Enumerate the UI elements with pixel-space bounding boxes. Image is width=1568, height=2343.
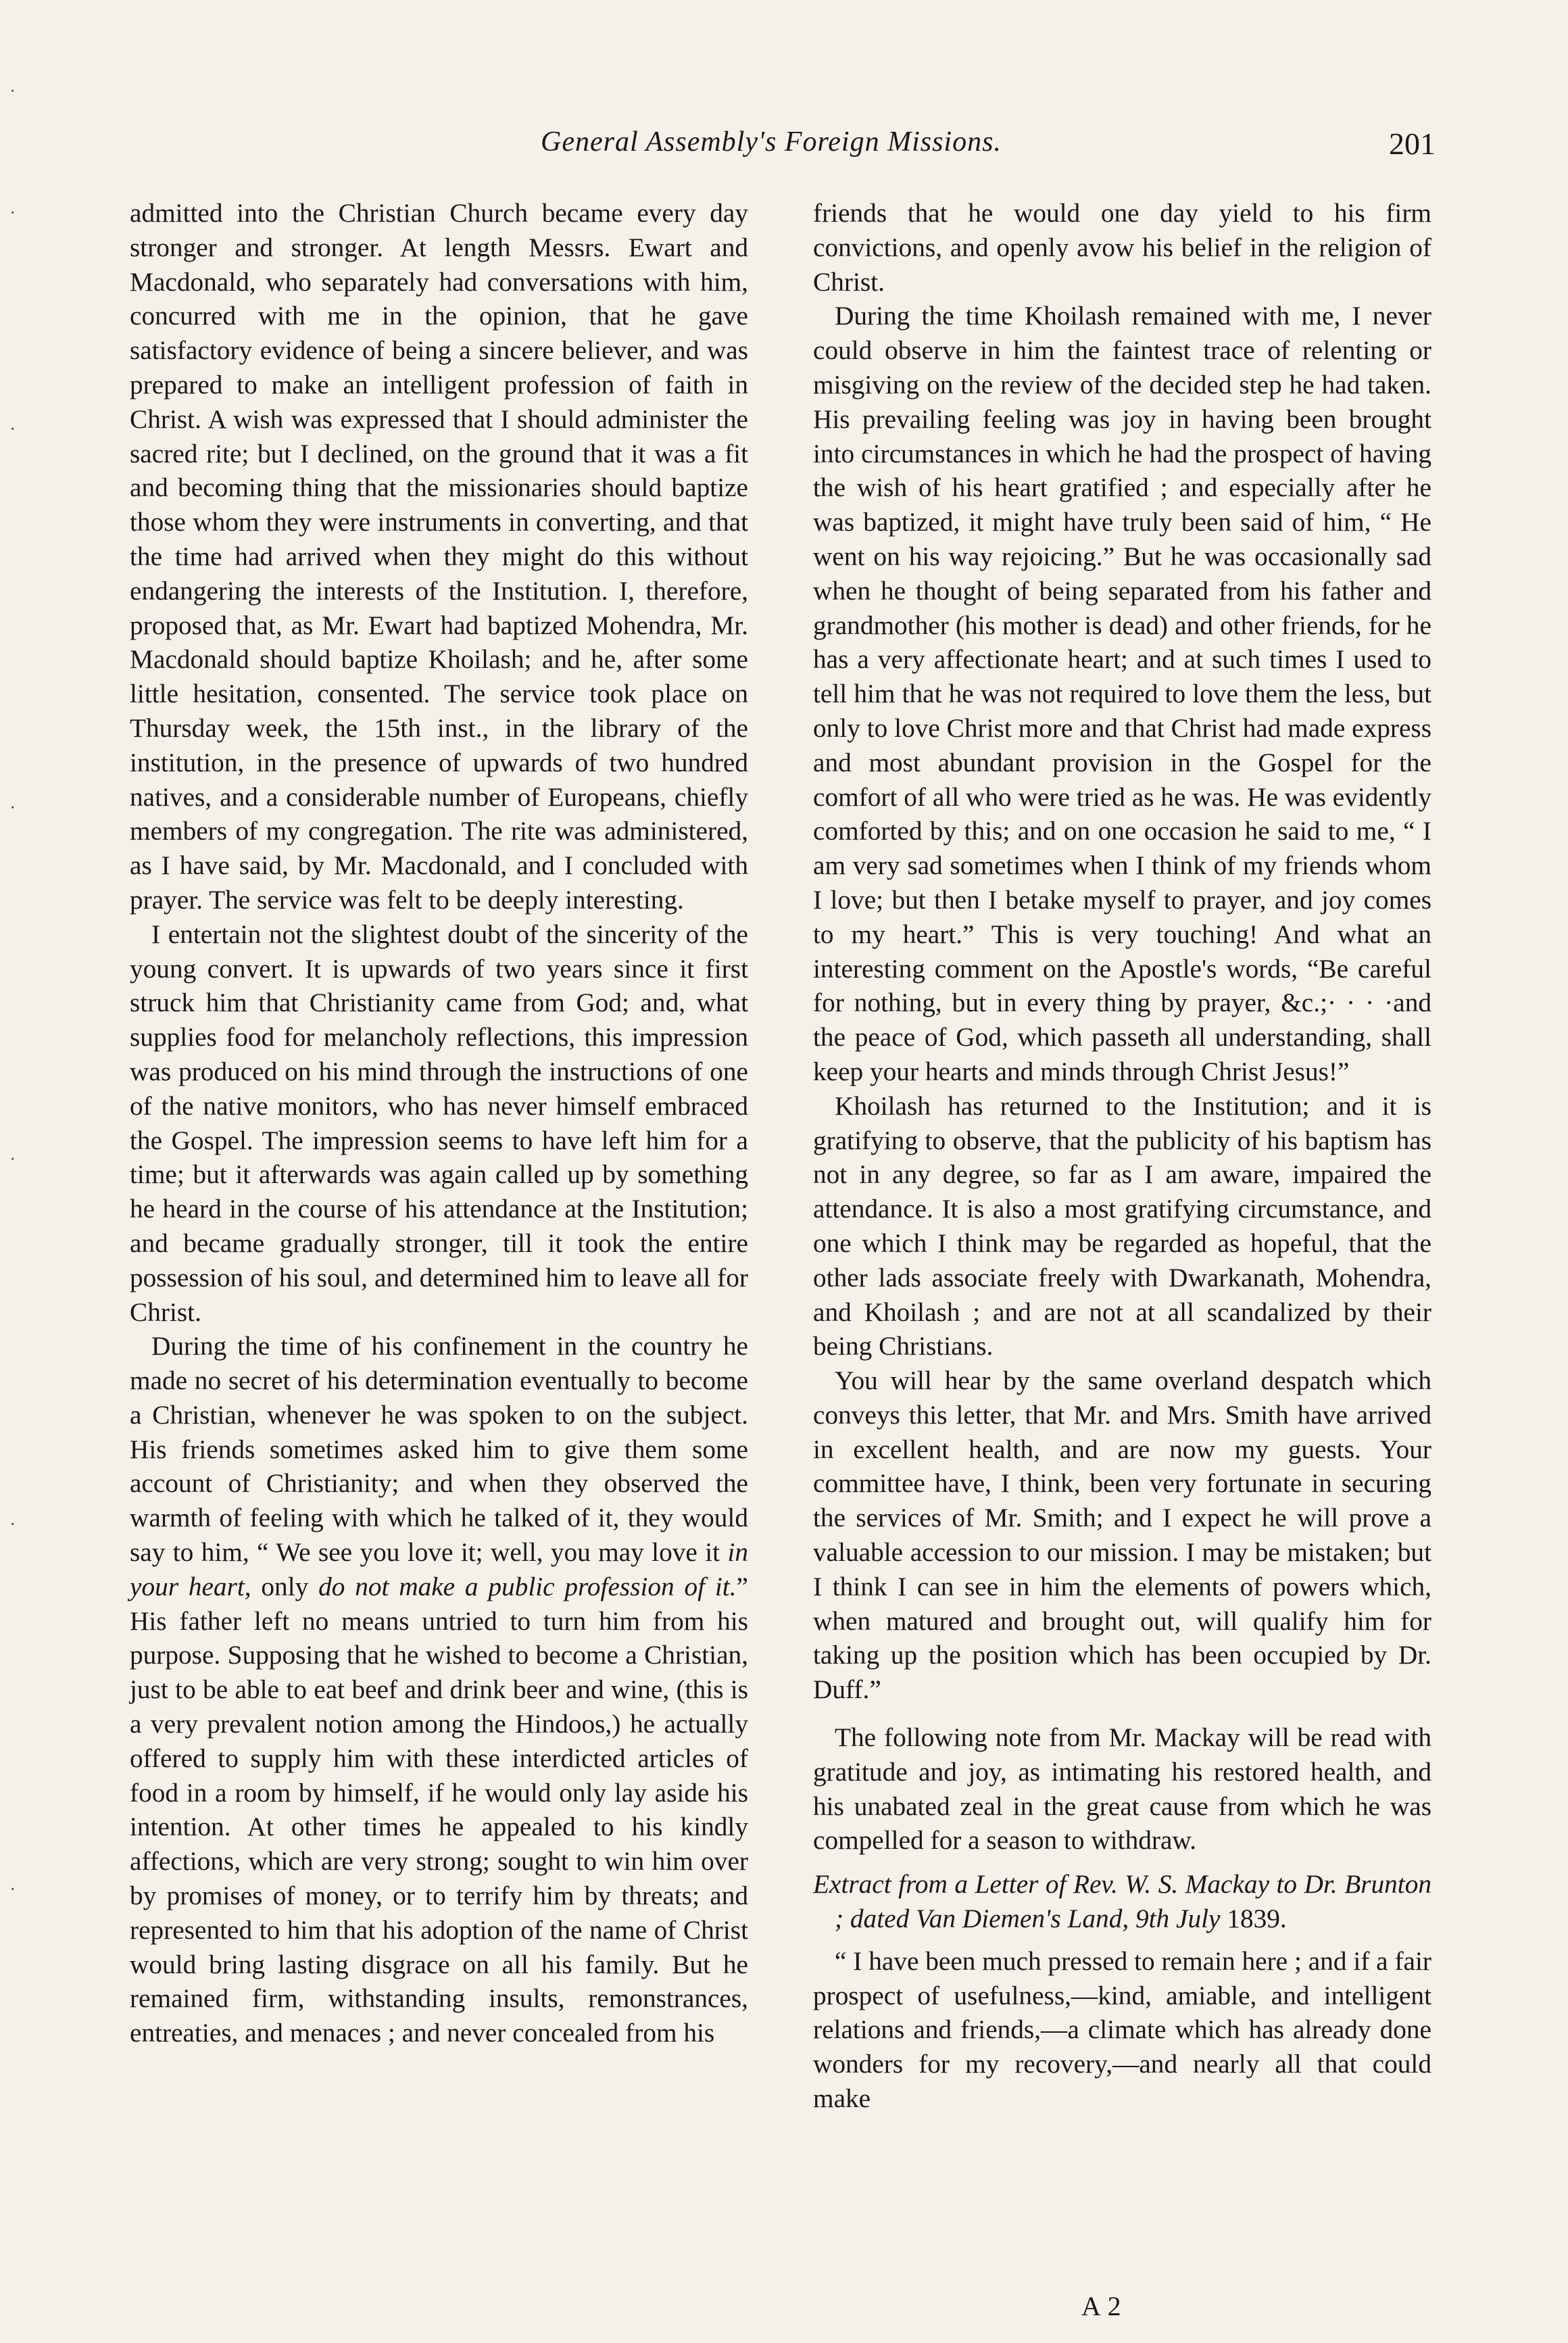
- paragraph: “ I have been much pressed to remain here ; and if a fair prospect of usefulness,—kind, amiable, and intelligent relations and friends,—a climate which has already done wonders for my recovery,—and nearly all that could make: [813, 1946, 1431, 2114]
- paragraph: admitted into the Christian Church became every day stronger and stronger. At length Messrs. Ewart and Macdonald, who separately had conversations with him, concurred with me in the opinion, that he gave satisfactory evidence of being a sincere believer, and was prepared to make an intelligent profession of faith in Christ. A wish was expressed that I should administer the sacred rite; but I declined, on the ground that it was a fit and becoming thing that the missionaries should baptize those whom they were instruments in converting, and that the time had arrived when they might do this without endangering the interests of the Institution. I, therefore, proposed that, as Mr. Ewart had baptized Mohendra, Mr. Macdonald should baptize Khoilash; and he, after some little hesitation, consented. The service took place on Thursday week, the 15th inst., in the library of the institution, in the presence of upwards of two hundred natives, and a considerable number of Europeans, chiefly members of my congregation. The rite was administered, as I have said, by Mr. Macdonald, and I concluded with prayer. The service was felt to be deeply interesting.: [130, 198, 748, 915]
- page-number: 201: [1389, 126, 1436, 161]
- page-header: [162, 126, 1446, 180]
- margin-mark: ·: [9, 1879, 16, 1900]
- margin-marks: [0, 0, 41, 2343]
- paragraph-text: During the time of his confinement in the country he made no secret of his determination eventually to become a Christian, whenever he was spoken to on the subject. His friends sometimes asked him to give them some account of Christianity; and when they observed the warmth of feeling with which he talked of it, they would say to him, “ We see you love it; well, you may love it: [130, 1331, 748, 1568]
- margin-mark: ·: [9, 1149, 16, 1170]
- right-column: [813, 196, 1431, 2116]
- paragraph-text: ” His father left no means untried to turn him from his purpose. Supposing that he wished to become a Christian, just to be able to eat beef and drink beer and wine, (this is a very prevalent notion among the Hindoos,) he actually offered to supply him with these interdicted articles of food in a room by himself, if he would only lay aside his intention. At other times he appealed to his kindly affections, which are very strong; sought to win him over by promises of money, or to terrify him by threats; and represented to him that his adoption of the name of Christ would bring lasting disgrace on all his family. But he remained firm, withstanding insults, remonstrances, entreaties, and menaces ; and never concealed from his: [130, 1571, 748, 2048]
- paragraph: [130, 1329, 748, 2050]
- margin-mark: ·: [9, 798, 16, 819]
- paragraph: I entertain not the slightest doubt of the sincerity of the young convert. It is upwards of two years since it first struck him that Christianity came from God; and, what supplies food for melancholy reflections, this impression was produced on his mind through the instructions of one of the native monitors, who has never himself embraced the Gospel. The impression seems to have left him for a time; but it afterwards was again called up by something he heard in the course of his attendance at the Institution; and became gradually stronger, till it took the entire possession of his soul, and determined him to leave all for Christ.: [130, 919, 748, 1327]
- extract-year: 1839.: [1227, 1904, 1287, 1934]
- margin-mark: ·: [9, 81, 16, 102]
- left-column: [130, 196, 748, 2050]
- italic-phrase: do not make a public profession of it.: [318, 1571, 737, 1601]
- paragraph: The following note from Mr. Mackay will be read with gratitude and joy, as intimating his restored health, and his unabated zeal in the great cause from which he was compelled for a season to withdraw.: [813, 1722, 1431, 1856]
- extract-title-text: Extract from a Letter of Rev. W. S. Mackay to Dr. Brunton ; dated Van Diemen's Land, 9th July: [813, 1869, 1431, 1934]
- margin-mark: ·: [9, 1514, 16, 1535]
- margin-mark: ·: [9, 203, 16, 224]
- paragraph: Khoilash has returned to the Institution; and it is gratifying to observe, that the publicity of his baptism has not in any degree, so far as I am aware, impaired the attendance. It is also a most gratifying circumstance, and one which I think may be regarded as hopeful, that the other lads associate freely with Dwarkanath, Mohendra, and Khoilash ; and are not at all scandalized by their being Christians.: [813, 1090, 1431, 1361]
- italic-phrase: in your heart,: [130, 1537, 748, 1601]
- extract-heading: [813, 1867, 1431, 1936]
- paragraph: friends that he would one day yield to his firm convictions, and openly avow his belief in the religion of Christ.: [813, 198, 1431, 297]
- paragraph: During the time Khoilash remained with me, I never could observe in him the faintest trace of relenting or misgiving on the review of the decided step he had taken. His prevailing feeling was joy in having been brought into circumstances in which he had the prospect of having the wish of his heart gratified ; and especially after he was baptized, it might have truly been said of him, “ He went on his way rejoicing.” But he was occasionally sad when he thought of being separated from his father and grandmother (his mother is dead) and other friends, for he has a very affectionate heart; and at such times I used to tell him that he was not required to love them the less, but only to love Christ more and that Christ had made express and most abundant provision in the Gospel for the comfort of all who were tried as he was. He was evidently comforted by this; and on one occasion he said to me, “ I am very sad sometimes when I think of my friends whom I love; but then I betake myself to prayer, and joy comes to my heart.” This is very touching! And what an interesting comment on the Apostle's words, “Be careful for nothing, but in every thing by prayer, &c.;· · · ·and the peace of God, which passeth all understanding, shall keep your hearts and minds through Christ Jesus!”: [813, 301, 1431, 1086]
- running-title: General Assembly's Foreign Missions.: [541, 126, 1002, 158]
- margin-mark: ·: [9, 419, 16, 440]
- paragraph: You will hear by the same overland despatch which conveys this letter, that Mr. and Mrs. Smith have arrived in excellent health, and are now my guests. Your committee have, I think, been very fortunate in securing the services of Mr. Smith; and I expect he will prove a valuable accession to our mission. I may be mistaken; but I think I can see in him the elements of powers which, when matured and brought out, will qualify him for taking up the position which has been occupied by Dr. Duff.”: [813, 1366, 1431, 1705]
- signature-mark: A 2: [1081, 2291, 1122, 2321]
- paragraph-text: only: [251, 1571, 319, 1601]
